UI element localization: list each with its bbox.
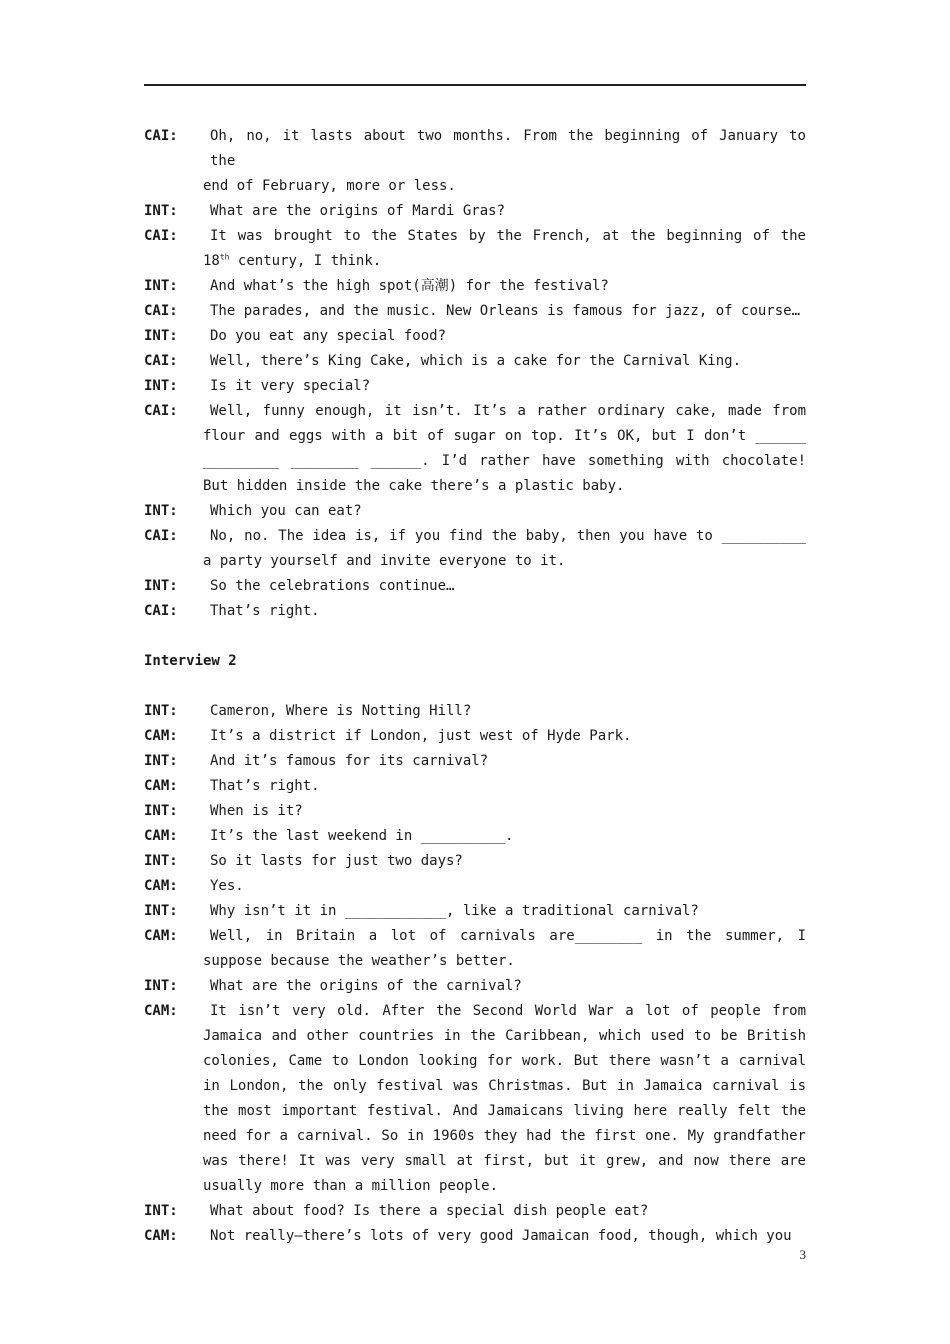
dialogue-text: So the celebrations continue…: [210, 578, 455, 594]
dialogue-text: It isn’t very old. After the Second World War a lot of people from: [210, 1003, 806, 1019]
dialogue-text: It’s a district if London, just west of Hyde Park.: [210, 728, 632, 744]
speaker-label: CAM:: [144, 828, 178, 844]
speaker-label: CAI:: [144, 353, 178, 369]
speaker-label: INT:: [144, 503, 178, 519]
dialogue-text: Is it very special?: [210, 378, 371, 394]
speaker-label: [144, 249, 203, 274]
page-number: 3: [799, 1247, 806, 1262]
dialogue-text: Which you can eat?: [210, 503, 362, 519]
speaker-label: [144, 1024, 203, 1049]
dialogue-line: [144, 524, 806, 549]
dialogue-text: The parades, and the music. New Orleans is famous for jazz, of course…: [210, 303, 801, 319]
dialogue-line: [144, 1149, 806, 1174]
ordinal-number: 18: [203, 253, 220, 269]
speaker-label: INT:: [144, 378, 178, 394]
dialogue-line: [144, 824, 806, 849]
transcript: [144, 124, 806, 1249]
dialogue-line: [144, 574, 806, 599]
speaker-label: [144, 424, 203, 449]
speaker-label: INT:: [144, 1203, 178, 1219]
dialogue-line: [144, 924, 806, 949]
speaker-label: CAM:: [144, 728, 178, 744]
speaker-label: CAI:: [144, 528, 178, 544]
speaker-label: [144, 1074, 203, 1099]
dialogue-text: What are the origins of the carnival?: [210, 978, 522, 994]
speaker-label: CAI:: [144, 603, 178, 619]
speaker-label: [144, 949, 203, 974]
dialogue-line: [144, 999, 806, 1024]
dialogue-text: was there! It was very small at first, but it grew, and now there are: [203, 1153, 806, 1169]
dialogue-line: [144, 499, 806, 524]
dialogue-text: end of February, more or less.: [203, 178, 456, 194]
interview-2-heading: Interview 2: [144, 653, 237, 669]
dialogue-line: [144, 749, 806, 774]
speaker-label: [144, 549, 203, 574]
speaker-label: INT:: [144, 703, 178, 719]
dialogue-text: Oh, no, it lasts about two months. From the beginning of January to the: [210, 128, 806, 169]
speaker-label: INT:: [144, 803, 178, 819]
dialogue-line: [144, 349, 806, 374]
dialogue-text: Do you eat any special food?: [210, 328, 447, 344]
header-rule: [144, 84, 806, 86]
dialogue-text: Jamaica and other countries in the Caribbean, which used to be British: [203, 1028, 806, 1044]
speaker-label: [144, 474, 203, 499]
dialogue-text: Why isn’t it in ____________, like a traditional carnival?: [210, 903, 699, 919]
speaker-label: INT:: [144, 328, 178, 344]
dialogue-text: That’s right.: [210, 778, 320, 794]
speaker-label: INT:: [144, 853, 178, 869]
speaker-label: [144, 1099, 203, 1124]
speaker-label: [144, 1049, 203, 1074]
speaker-label: CAM:: [144, 928, 178, 944]
dialogue-line: [144, 949, 806, 974]
dialogue-line: [144, 449, 806, 474]
dialogue-text: Not really—there’s lots of very good Jamaican food, though, which you: [210, 1228, 792, 1244]
dialogue-text: suppose because the weather’s better.: [203, 953, 515, 969]
dialogue-line: [144, 1074, 806, 1099]
interview-2-section: [144, 699, 806, 1249]
dialogue-text-tail: century, I think.: [229, 253, 382, 269]
dialogue-line: [144, 124, 806, 174]
dialogue-line: [144, 1224, 806, 1249]
dialogue-text: No, no. The idea is, if you find the baby, then you have to __________: [210, 528, 806, 544]
dialogue-text: When is it?: [210, 803, 303, 819]
speaker-label: [144, 174, 203, 199]
dialogue-text: Cameron, Where is Notting Hill?: [210, 703, 472, 719]
dialogue-line: [144, 1024, 806, 1049]
speaker-label: CAM:: [144, 878, 178, 894]
dialogue-text: in London, the only festival was Christmas. But in Jamaica carnival is: [203, 1078, 806, 1094]
speaker-label: INT:: [144, 903, 178, 919]
dialogue-line: [144, 224, 806, 249]
dialogue-text: a party yourself and invite everyone to it.: [203, 553, 566, 569]
speaker-label: [144, 449, 203, 474]
dialogue-line: [144, 399, 806, 424]
dialogue-text: And it’s famous for its carnival?: [210, 753, 489, 769]
dialogue-line: [144, 774, 806, 799]
speaker-label: CAI:: [144, 128, 178, 144]
speaker-label: [144, 1149, 203, 1174]
speaker-label: CAM:: [144, 778, 178, 794]
speaker-label: INT:: [144, 753, 178, 769]
dialogue-line: [144, 424, 806, 449]
dialogue-text: Well, there’s King Cake, which is a cake for the Carnival King.: [210, 353, 742, 369]
dialogue-line: [144, 974, 806, 999]
dialogue-line: [144, 874, 806, 899]
dialogue-line: [144, 699, 806, 724]
dialogue-line: [144, 324, 806, 349]
speaker-label: CAI:: [144, 228, 178, 244]
dialogue-text: flour and eggs with a bit of sugar on top. It’s OK, but I don’t ______: [203, 428, 806, 444]
speaker-label: INT:: [144, 278, 178, 294]
dialogue-text: need for a carnival. So in 1960s they had the first one. My grandfather: [203, 1128, 806, 1144]
dialogue-text: And what’s the high spot(高潮) for the festival?: [210, 278, 609, 294]
dialogue-line: [144, 724, 806, 749]
dialogue-line: [144, 1099, 806, 1124]
dialogue-text: usually more than a million people.: [203, 1178, 499, 1194]
dialogue-text: But hidden inside the cake there’s a plastic baby.: [203, 478, 625, 494]
dialogue-text: Well, funny enough, it isn’t. It’s a rather ordinary cake, made from: [210, 403, 806, 419]
dialogue-text: What about food? Is there a special dish people eat?: [210, 1203, 649, 1219]
dialogue-line: [144, 849, 806, 874]
dialogue-line: [144, 274, 806, 299]
dialogue-text: Yes.: [210, 878, 244, 894]
speaker-label: INT:: [144, 578, 178, 594]
dialogue-text: colonies, Came to London looking for work. But there wasn’t a carnival: [203, 1053, 806, 1069]
dialogue-line: [144, 1049, 806, 1074]
speaker-label: INT:: [144, 203, 178, 219]
dialogue-text: So it lasts for just two days?: [210, 853, 463, 869]
dialogue-line: [144, 599, 806, 624]
speaker-label: [144, 1174, 203, 1199]
interview-1-section: [144, 124, 806, 624]
dialogue-text: What are the origins of Mardi Gras?: [210, 203, 506, 219]
dialogue-text: It’s the last weekend in __________.: [210, 828, 514, 844]
dialogue-line: [144, 799, 806, 824]
dialogue-line: [144, 299, 806, 324]
dialogue-line: [144, 899, 806, 924]
dialogue-text: the most important festival. And Jamaicans living here really felt the: [203, 1103, 806, 1119]
dialogue-line: [144, 249, 806, 274]
dialogue-line: [144, 1124, 806, 1149]
ordinal-suffix: th: [219, 252, 230, 262]
dialogue-line: [144, 374, 806, 399]
dialogue-line: [144, 474, 806, 499]
speaker-label: INT:: [144, 978, 178, 994]
speaker-label: CAI:: [144, 403, 178, 419]
dialogue-line: [144, 549, 806, 574]
speaker-label: CAM:: [144, 1228, 178, 1244]
dialogue-text: [203, 249, 806, 274]
dialogue-line: [144, 174, 806, 199]
speaker-label: CAM:: [144, 1003, 178, 1019]
dialogue-line: [144, 199, 806, 224]
dialogue-line: [144, 1174, 806, 1199]
dialogue-text: _________ ________ ______. I’d rather have something with chocolate!: [203, 453, 806, 469]
dialogue-line: [144, 1199, 806, 1224]
speaker-label: [144, 1124, 203, 1149]
dialogue-text: It was brought to the States by the French, at the beginning of the: [210, 228, 806, 244]
speaker-label: CAI:: [144, 303, 178, 319]
dialogue-text: Well, in Britain a lot of carnivals are________ in the summer, I: [210, 928, 806, 944]
dialogue-text: That’s right.: [210, 603, 320, 619]
